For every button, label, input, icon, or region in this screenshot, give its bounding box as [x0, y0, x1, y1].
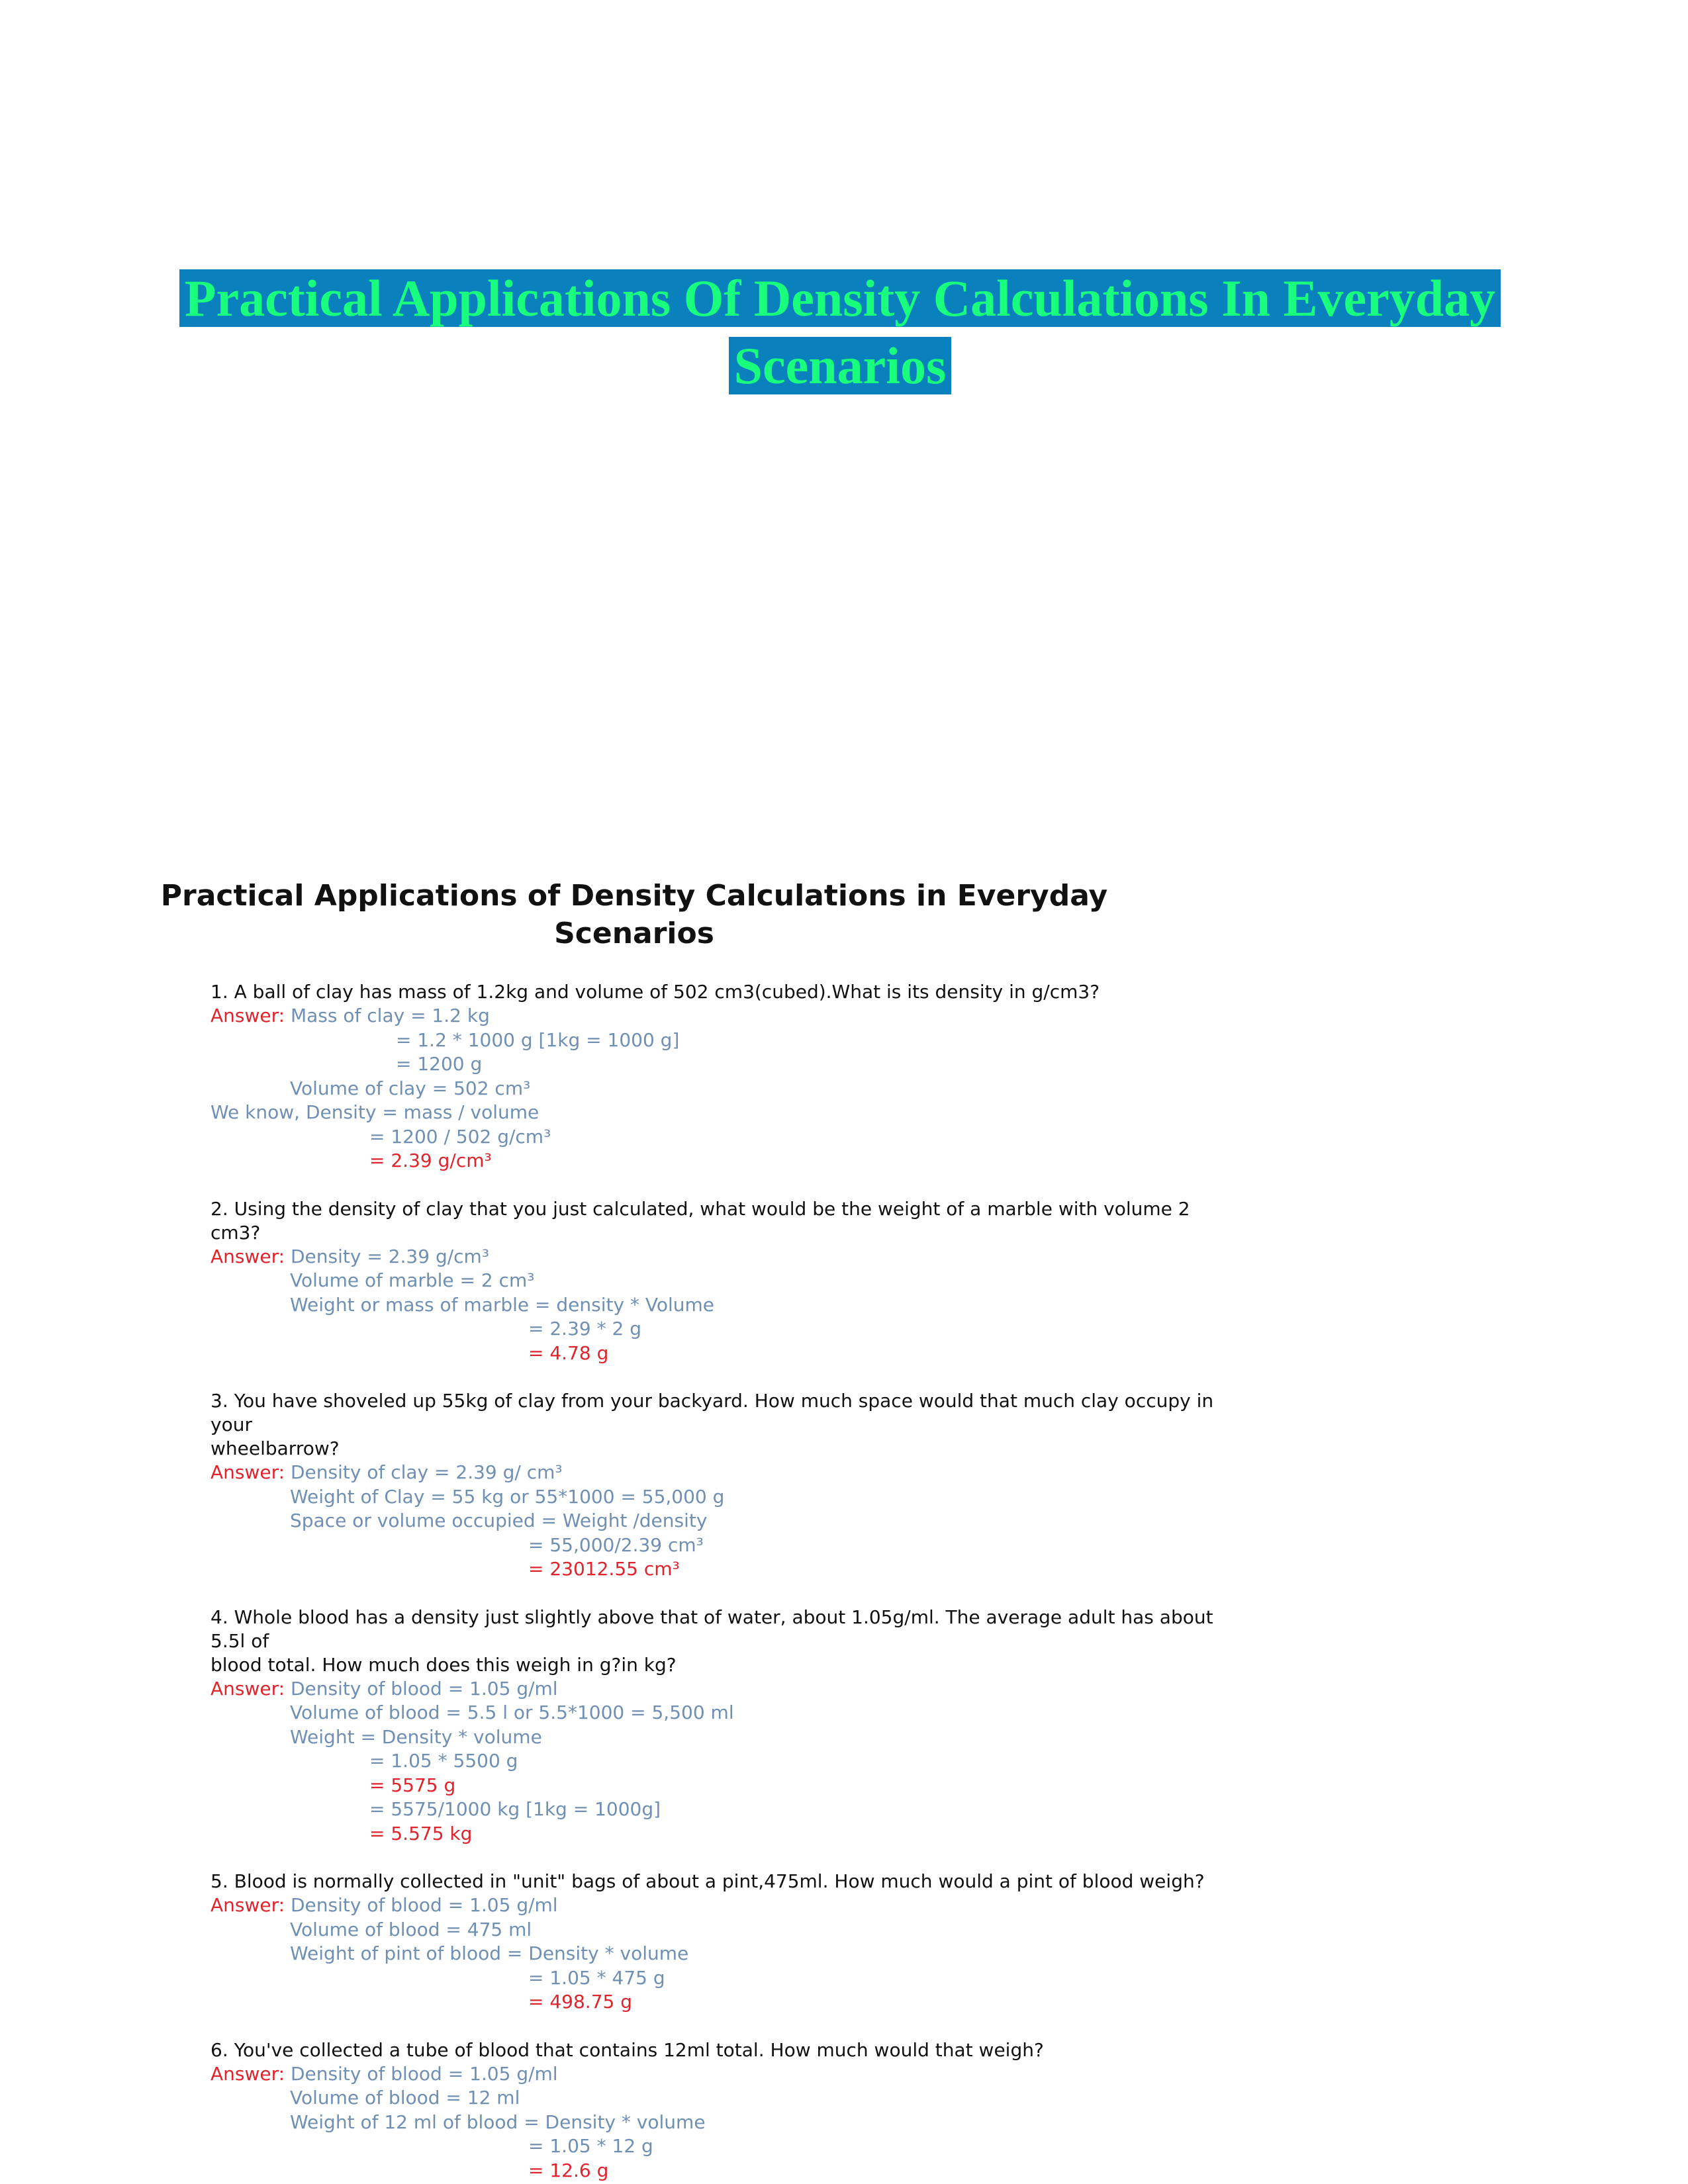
question-4-text-line1: 4. Whole blood has a density just slightly above that of water, about 1.05g/ml. The average adult has about 5.5l of [211, 1606, 1213, 1652]
answer-line: Space or volume occupied = Weight /density [290, 1510, 708, 1531]
answer-line: Volume of blood = 475 ml [290, 1918, 532, 1940]
question-3-text-line2: wheelbarrow? [211, 1437, 340, 1459]
answer-line: Density = 2.39 g/cm³ [290, 1245, 490, 1267]
answer-result: = 5.575 kg [369, 1822, 473, 1844]
question-2-text: 2. Using the density of clay that you just calculated, what would be the weight of a marble with volume 2 cm3? [211, 1197, 1190, 1244]
banner-title [165, 265, 1515, 400]
answer-line: = 1200 / 502 g/cm³ [369, 1125, 551, 1148]
answer-line: = 5575/1000 kg [1kg = 1000g] [369, 1798, 661, 1820]
answer-line: Volume of marble = 2 cm³ [290, 1269, 535, 1291]
answer-line: Weight = Density * volume [290, 1725, 542, 1748]
answer-line: Density of blood = 1.05 g/ml [290, 1894, 558, 1916]
answer-label: Answer: [211, 1677, 285, 1700]
answer-label: Answer: [211, 1005, 285, 1026]
answer-result: = 5575 g [369, 1774, 456, 1796]
answer-line: Weight of pint of blood = Density * volume [290, 1942, 689, 1964]
answer-result: = 12.6 g [528, 2159, 609, 2181]
answer-line: = 1.05 * 12 g [528, 2135, 653, 2157]
banner-title-line2: Scenarios [729, 337, 952, 394]
answer-line: = 55,000/2.39 cm³ [528, 1533, 704, 1556]
question-5 [211, 1870, 1243, 2015]
question-6-text: 6. You've collected a tube of blood that contains 12ml total. How much would that weigh? [211, 2038, 1044, 2061]
answer-label: Answer: [211, 1461, 285, 1483]
answer-line: Weight or mass of marble = density * Volume [290, 1293, 714, 1316]
answer-line: Density of clay = 2.39 g/ cm³ [290, 1461, 563, 1483]
question-3 [211, 1389, 1243, 1582]
answer-line: Volume of clay = 502 cm³ [290, 1077, 531, 1099]
answer-label: Answer: [211, 1245, 285, 1267]
question-3-text-line1: 3. You have shoveled up 55kg of clay from your backyard. How much space would that much clay occupy in your [211, 1390, 1214, 1435]
answer-result: = 2.39 g/cm³ [369, 1150, 492, 1171]
question-2 [211, 1197, 1243, 1366]
answer-result: = 498.75 g [528, 1991, 633, 2013]
answer-line: = 1200 g [396, 1053, 483, 1075]
answer-label: Answer: [211, 2062, 285, 2085]
banner-title-line1: Practical Applications Of Density Calculations In Everyday [179, 269, 1501, 327]
answer-result: = 4.78 g [528, 1342, 609, 1364]
answer-result: = 23012.55 cm³ [528, 1558, 680, 1580]
document-page [160, 877, 1243, 2183]
answer-line: = 1.2 * 1000 g [1kg = 1000 g] [396, 1028, 680, 1051]
question-4 [211, 1606, 1243, 1846]
document-title-line2: Scenarios [554, 917, 714, 950]
answer-line: = 2.39 * 2 g [528, 1318, 641, 1340]
answer-line: = 1.05 * 475 g [528, 1966, 665, 1989]
answer-label: Answer: [211, 1894, 285, 1916]
question-4-text-line2: blood total. How much does this weigh in g?in kg? [211, 1653, 677, 1676]
answer-line: Density of blood = 1.05 g/ml [290, 1677, 558, 1700]
answer-line: Volume of blood = 5.5 l or 5.5*1000 = 5,500 ml [290, 1702, 734, 1723]
answer-line: Weight of 12 ml of blood = Density * volume [290, 2111, 706, 2133]
question-6 [211, 2038, 1243, 2183]
document-title [118, 877, 1150, 952]
answer-line: = 1.05 * 5500 g [369, 1750, 518, 1772]
answer-line: Weight of Clay = 55 kg or 55*1000 = 55,000 g [290, 1485, 725, 1508]
document-title-line1: Practical Applications of Density Calculations in Everyday [160, 879, 1108, 913]
answer-line: Mass of clay = 1.2 kg [290, 1005, 490, 1026]
answer-line: Density of blood = 1.05 g/ml [290, 2062, 558, 2085]
question-5-text: 5. Blood is normally collected in "unit" bags of about a pint,475ml. How much would a pint of blood weigh? [211, 1870, 1205, 1892]
question-1-text: 1. A ball of clay has mass of 1.2kg and volume of 502 cm3(cubed).What is its density in g/cm3? [211, 981, 1100, 1003]
question-1 [211, 980, 1243, 1173]
answer-line: Volume of blood = 12 ml [290, 2087, 520, 2109]
answer-line: We know, Density = mass / volume [211, 1101, 539, 1123]
